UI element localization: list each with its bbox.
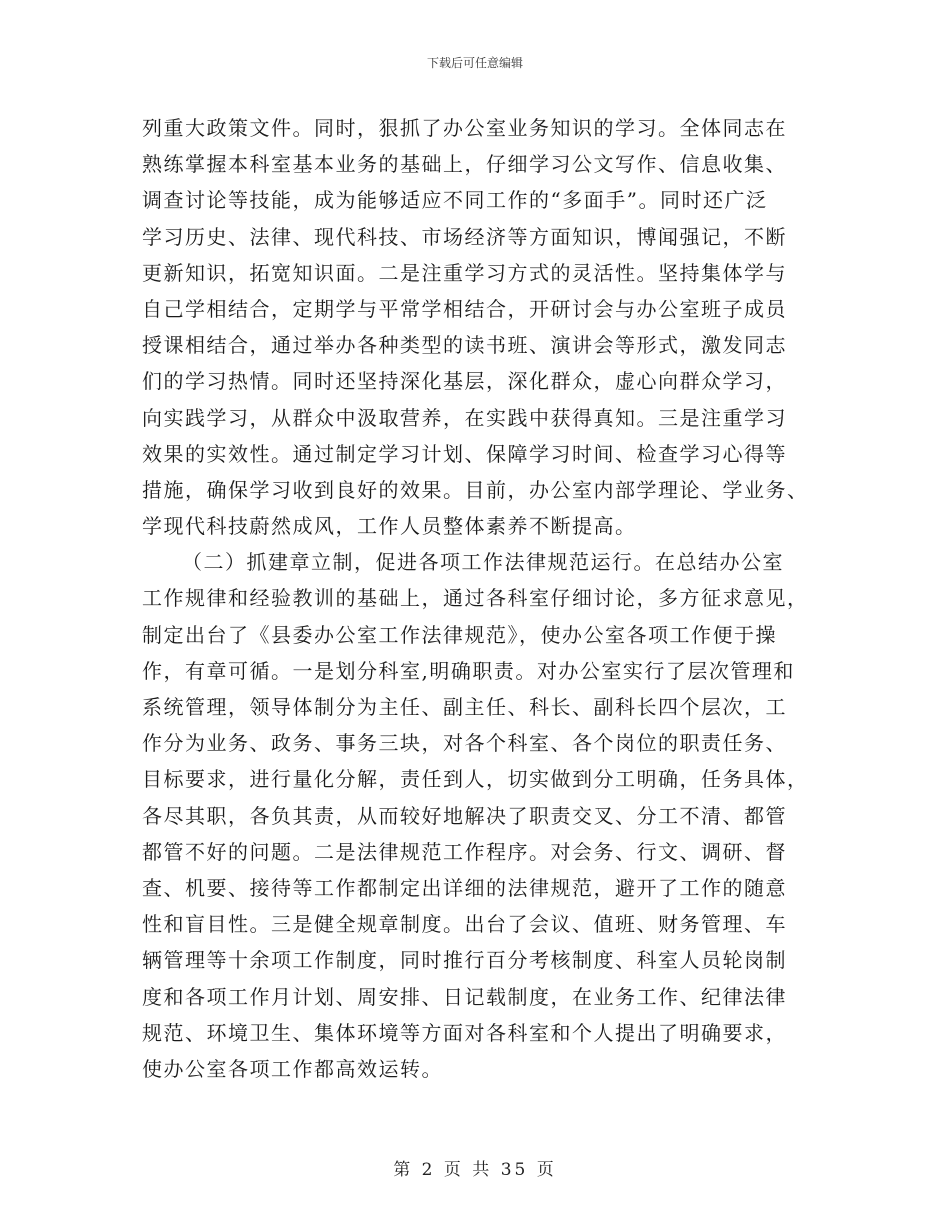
body-line: 都管不好的问题。二是法律规范工作程序。对会务、行文、调研、督 [142, 839, 787, 864]
body-line: 自己学相结合，定期学与平常学相结合，开研讨会与办公室班子成员 [142, 296, 787, 321]
body-line: 向实践学习，从群众中汲取营养，在实践中获得真知。三是注重学习 [142, 405, 787, 430]
body-line: 性和盲目性。三是健全规章制度。出台了会议、值班、财务管理、车 [142, 912, 787, 937]
body-line: 授课相结合，通过举办各种类型的读书班、演讲会等形式，激发同志 [142, 333, 787, 358]
body-line: 更新知识，拓宽知识面。二是注重学习方式的灵活性。坚持集体学与 [142, 260, 787, 285]
body-line: 各尽其职，各负其责，从而较好地解决了职责交叉、分工不清、都管 [142, 803, 787, 828]
document-body [142, 110, 808, 1087]
body-line: 作分为业务、政务、事务三块，对各个科室、各个岗位的职责任务、 [142, 731, 787, 756]
body-line: 学习历史、法律、现代科技、市场经济等方面知识，博闻强记，不断 [142, 224, 787, 249]
page-number: 第 2 页 共 35 页 [393, 1160, 557, 1180]
body-line: 列重大政策文件。同时，狠抓了办公室业务知识的学习。全体同志在 [142, 116, 787, 140]
body-line: 辆管理等十余项工作制度，同时推行百分考核制度、科室人员轮岗制 [142, 948, 787, 973]
body-line: 学现代科技蔚然成风，工作人员整体素养不断提高。 [142, 514, 637, 539]
body-line: 熟练掌握本科室基本业务的基础上，仔细学习公文写作、信息收集、 [142, 152, 787, 177]
body-line: 使办公室各项工作都高效运转。 [142, 1056, 443, 1081]
body-line: 效果的实效性。通过制定学习计划、保障学习时间、检查学习心得等 [142, 441, 787, 466]
body-line: 查、机要、接待等工作都制定出详细的法律规范，避开了工作的随意 [142, 875, 787, 900]
body-line: 们的学习热情。同时还坚持深化基层，深化群众，虚心向群众学习， [142, 369, 787, 394]
body-line: 度和各项工作月计划、周安排、日记载制度，在业务工作、纪律法律 [142, 984, 787, 1009]
body-line: 作，有章可循。一是划分科室,明确职责。对办公室实行了层次管理和 [142, 658, 795, 683]
header-note: 下载后可任意编辑 [426, 56, 523, 70]
body-line: 系统管理，领导体制分为主任、副主任、科长、副科长四个层次，工 [142, 695, 787, 719]
section-heading-line: （二）抓建章立制，促进各项工作法律规范运行。在总结办公室 [182, 550, 784, 575]
body-line: 目标要求，进行量化分解，责任到人，切实做到分工明确，任务具体， [142, 767, 809, 792]
body-line: 制定出台了《县委办公室工作法律规范》，使办公室各项工作便于操 [142, 622, 777, 647]
body-line: 工作规律和经验教训的基础上，通过各科室仔细讨论，多方征求意见， [142, 586, 809, 611]
body-line: 措施，确保学习收到良好的效果。目前，办公室内部学理论、学业务、 [142, 477, 809, 502]
body-line: 规范、环境卫生、集体环境等方面对各科室和个人提出了明确要求， [142, 1020, 787, 1045]
body-line: 调查讨论等技能，成为能够适应不同工作的“多面手”。同时还广泛 [142, 188, 768, 213]
